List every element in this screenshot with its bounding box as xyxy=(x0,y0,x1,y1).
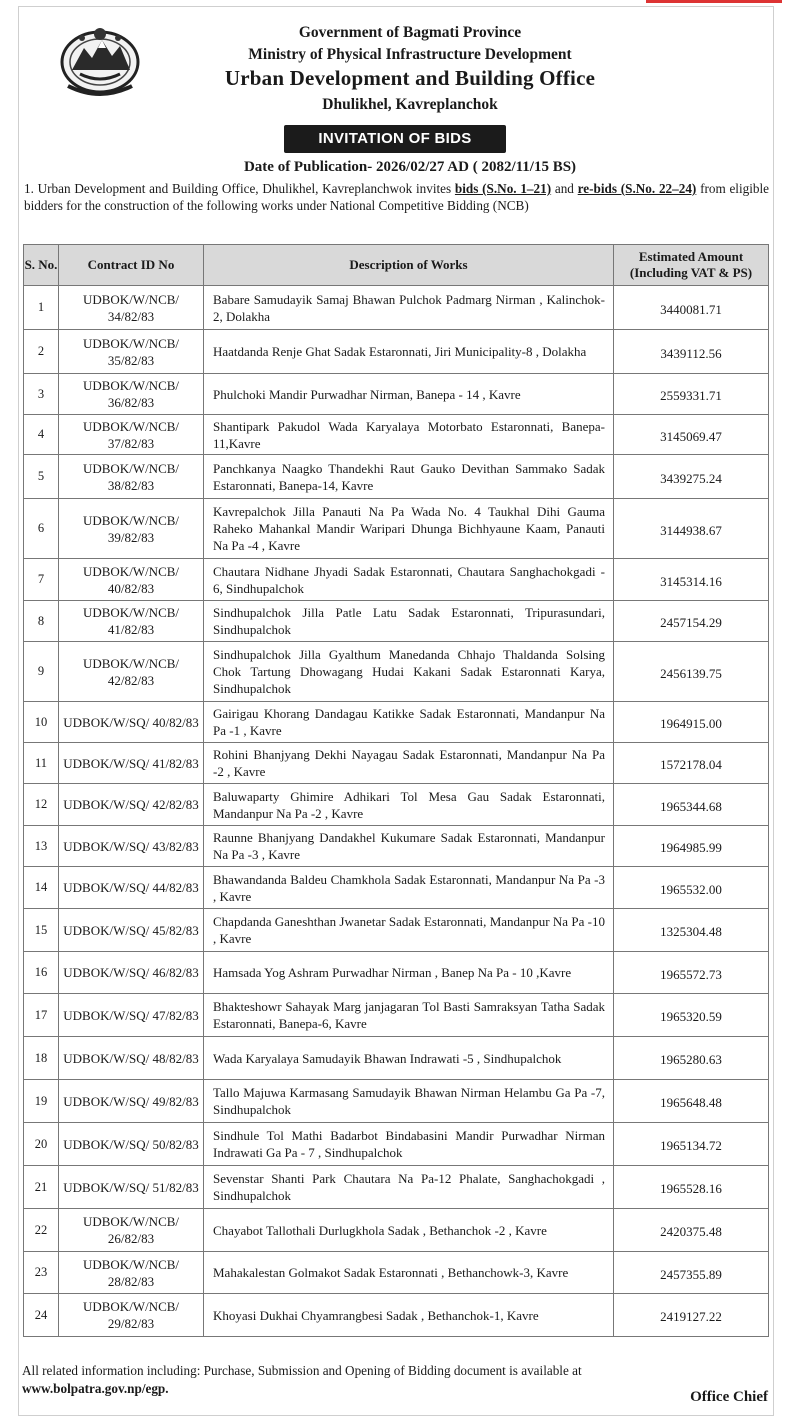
table-row xyxy=(24,743,769,784)
table-row xyxy=(24,909,769,952)
row-sno: 7 xyxy=(24,559,59,601)
row-description: Raunne Bhanjyang Dandakhel Kukumare Sadak Estaronnati, Mandanpur Na Pa -3 , Kavre xyxy=(204,826,614,867)
bids-reference: bids (S.No. 1–21) xyxy=(454,181,552,196)
row-sno: 12 xyxy=(24,784,59,826)
row-amount: 2419127.22 xyxy=(614,1294,769,1337)
row-sno: 20 xyxy=(24,1123,59,1166)
row-sno: 2 xyxy=(24,330,59,374)
egp-link[interactable]: www.bolpatra.gov.np/egp. xyxy=(22,1381,169,1396)
row-sno: 23 xyxy=(24,1252,59,1294)
table-row xyxy=(24,499,769,559)
row-description: Sindhupalchok Jilla Gyalthum Manedanda Chhajo Thaldanda Solsing Chok Tartung Dhowagang Hudai Kakani Sadak Estaronnati Karya, Sindhupalchok xyxy=(204,642,614,702)
row-sno: 5 xyxy=(24,455,59,499)
row-contract-id: UDBOK/W/NCB/ 38/82/83 xyxy=(59,455,204,499)
table-row xyxy=(24,642,769,702)
row-sno: 9 xyxy=(24,642,59,702)
table-row xyxy=(24,559,769,601)
table-row xyxy=(24,415,769,455)
row-contract-id: UDBOK/W/SQ/ 42/82/83 xyxy=(59,784,204,826)
row-contract-id: UDBOK/W/SQ/ 41/82/83 xyxy=(59,743,204,784)
row-description: Babare Samudayik Samaj Bhawan Pulchok Padmarg Nirman , Kalinchok-2, Dolakha xyxy=(204,286,614,330)
table-row xyxy=(24,455,769,499)
row-amount: 2559331.71 xyxy=(614,374,769,415)
row-amount: 3439112.56 xyxy=(614,330,769,374)
row-sno: 16 xyxy=(24,952,59,994)
row-amount: 1965528.16 xyxy=(614,1166,769,1209)
row-contract-id: UDBOK/W/SQ/ 49/82/83 xyxy=(59,1080,204,1123)
row-contract-id: UDBOK/W/NCB/ 26/82/83 xyxy=(59,1209,204,1252)
table-row xyxy=(24,867,769,909)
row-sno: 6 xyxy=(24,499,59,559)
header-contract-id: Contract ID No xyxy=(59,245,204,286)
row-contract-id: UDBOK/W/NCB/ 37/82/83 xyxy=(59,415,204,455)
table-row xyxy=(24,826,769,867)
signature: Office Chief xyxy=(690,1389,768,1405)
row-description: Rohini Bhanjyang Dekhi Nayagau Sadak Estaronnati, Mandanpur Na Pa -2 , Kavre xyxy=(204,743,614,784)
row-sno: 11 xyxy=(24,743,59,784)
row-sno: 4 xyxy=(24,415,59,455)
row-description: Sindhule Tol Mathi Badarbot Bindabasini Mandir Purwadhar Nirman Indrawati Ga Pa - 7 , Sindhupalchok xyxy=(204,1123,614,1166)
row-description: Kavrepalchok Jilla Panauti Na Pa Wada No. 4 Taukhal Dihi Gauma Raheko Mahankal Mandir Waripari Dhunga Bichhyaune Kaam, Panauti Na Pa -4 , Kavre xyxy=(204,499,614,559)
row-amount: 2457355.89 xyxy=(614,1252,769,1294)
row-amount: 1965572.73 xyxy=(614,952,769,994)
row-description: Baluwaparty Ghimire Adhikari Tol Mesa Gau Sadak Estaronnati, Mandanpur Na Pa -2 , Kavre xyxy=(204,784,614,826)
row-description: Gairigau Khorang Dandagau Katikke Sadak Estaronnati, Mandanpur Na Pa -1 , Kavre xyxy=(204,702,614,743)
table-row xyxy=(24,1123,769,1166)
row-contract-id: UDBOK/W/NCB/ 35/82/83 xyxy=(59,330,204,374)
row-contract-id: UDBOK/W/NCB/ 29/82/83 xyxy=(59,1294,204,1337)
rebids-reference: re-bids (S.No. 22–24) xyxy=(577,181,697,196)
intro-text-2: and xyxy=(551,181,578,196)
row-amount: 1965344.68 xyxy=(614,784,769,826)
table-row xyxy=(24,1252,769,1294)
table-row xyxy=(24,1209,769,1252)
table-row xyxy=(24,374,769,415)
table-row xyxy=(24,952,769,994)
row-contract-id: UDBOK/W/SQ/ 48/82/83 xyxy=(59,1037,204,1080)
row-description: Chapdanda Ganeshthan Jwanetar Sadak Estaronnati, Mandanpur Na Pa -10 , Kavre xyxy=(204,909,614,952)
table-row xyxy=(24,702,769,743)
row-amount: 3440081.71 xyxy=(614,286,769,330)
row-description: Bhawandanda Baldeu Chamkhola Sadak Estaronnati, Mandanpur Na Pa -3 , Kavre xyxy=(204,867,614,909)
row-contract-id: UDBOK/W/SQ/ 43/82/83 xyxy=(59,826,204,867)
row-description: Shantipark Pakudol Wada Karyalaya Motorbato Estaronnati, Banepa-11,Kavre xyxy=(204,415,614,455)
row-amount: 3439275.24 xyxy=(614,455,769,499)
nepal-emblem-icon xyxy=(58,22,142,98)
row-amount: 1325304.48 xyxy=(614,909,769,952)
row-contract-id: UDBOK/W/SQ/ 47/82/83 xyxy=(59,994,204,1037)
row-amount: 3145069.47 xyxy=(614,415,769,455)
row-sno: 17 xyxy=(24,994,59,1037)
row-amount: 2456139.75 xyxy=(614,642,769,702)
row-sno: 1 xyxy=(24,286,59,330)
table-row xyxy=(24,1037,769,1080)
corner-mark xyxy=(646,0,782,3)
row-contract-id: UDBOK/W/SQ/ 44/82/83 xyxy=(59,867,204,909)
row-amount: 1964915.00 xyxy=(614,702,769,743)
row-sno: 8 xyxy=(24,601,59,642)
ministry-line: Ministry of Physical Infrastructure Development xyxy=(248,46,572,63)
row-amount: 2420375.48 xyxy=(614,1209,769,1252)
table-row xyxy=(24,286,769,330)
footer-note xyxy=(22,1362,770,1398)
row-contract-id: UDBOK/W/SQ/ 46/82/83 xyxy=(59,952,204,994)
row-description: Sevenstar Shanti Park Chautara Na Pa-12 Phalate, Sanghachokgadi , Sindhupalchok xyxy=(204,1166,614,1209)
row-amount: 2457154.29 xyxy=(614,601,769,642)
footer-text: All related information including: Purchase, Submission and Opening of Bidding document is available at xyxy=(22,1363,582,1378)
row-sno: 24 xyxy=(24,1294,59,1337)
row-description: Mahakalestan Golmakot Sadak Estaronnati , Bethanchowk-3, Kavre xyxy=(204,1252,614,1294)
row-amount: 1965648.48 xyxy=(614,1080,769,1123)
row-sno: 3 xyxy=(24,374,59,415)
row-description: Khoyasi Dukhai Chyamrangbesi Sadak , Bethanchok-1, Kavre xyxy=(204,1294,614,1337)
table-row xyxy=(24,330,769,374)
row-contract-id: UDBOK/W/NCB/ 42/82/83 xyxy=(59,642,204,702)
header-description: Description of Works xyxy=(204,245,614,286)
table-row xyxy=(24,994,769,1037)
government-line: Government of Bagmati Province xyxy=(298,24,522,41)
row-contract-id: UDBOK/W/SQ/ 51/82/83 xyxy=(59,1166,204,1209)
row-amount: 3144938.67 xyxy=(614,499,769,559)
row-sno: 13 xyxy=(24,826,59,867)
office-title: Urban Development and Building Office xyxy=(224,66,596,90)
row-sno: 15 xyxy=(24,909,59,952)
intro-text-3: from eligible bidders for the construction of the following works under National Competitive Bidding (NCB) xyxy=(24,181,770,213)
office-location: Dhulikhel, Kavreplanchok xyxy=(322,96,498,113)
row-amount: 1965532.00 xyxy=(614,867,769,909)
row-amount: 1964985.99 xyxy=(614,826,769,867)
table-row xyxy=(24,601,769,642)
row-sno: 19 xyxy=(24,1080,59,1123)
row-amount: 1572178.04 xyxy=(614,743,769,784)
table-header-row xyxy=(24,245,769,286)
row-amount: 3145314.16 xyxy=(614,559,769,601)
table-row xyxy=(24,1166,769,1209)
row-contract-id: UDBOK/W/SQ/ 40/82/83 xyxy=(59,702,204,743)
row-description: Chayabot Tallothali Durlugkhola Sadak , Bethanchok -2 , Kavre xyxy=(204,1209,614,1252)
bids-table xyxy=(23,244,769,1337)
row-amount: 1965320.59 xyxy=(614,994,769,1037)
table-row xyxy=(24,1080,769,1123)
header-sno: S. No. xyxy=(24,245,59,286)
row-contract-id: UDBOK/W/NCB/ 36/82/83 xyxy=(59,374,204,415)
row-amount: 1965280.63 xyxy=(614,1037,769,1080)
row-contract-id: UDBOK/W/SQ/ 45/82/83 xyxy=(59,909,204,952)
table-row xyxy=(24,1294,769,1337)
notice-banner: INVITATION OF BIDS xyxy=(284,125,506,153)
row-description: Tallo Majuwa Karmasang Samudayik Bhawan Nirman Helambu Ga Pa -7, Sindhupalchok xyxy=(204,1080,614,1123)
row-description: Hamsada Yog Ashram Purwadhar Nirman , Banep Na Pa - 10 ,Kavre xyxy=(204,952,614,994)
row-amount: 1965134.72 xyxy=(614,1123,769,1166)
row-contract-id: UDBOK/W/NCB/ 39/82/83 xyxy=(59,499,204,559)
row-contract-id: UDBOK/W/NCB/ 41/82/83 xyxy=(59,601,204,642)
row-description: Bhakteshowr Sahayak Marg janjagaran Tol Basti Samraksyan Tatha Sadak Estaronnati, Banepa-6, Kavre xyxy=(204,994,614,1037)
row-description: Wada Karyalaya Samudayik Bhawan Indrawati -5 , Sindhupalchok xyxy=(204,1037,614,1080)
row-description: Chautara Nidhane Jhyadi Sadak Estaronnati, Chautara Sanghachokgadi - 6, Sindhupalchok xyxy=(204,559,614,601)
row-contract-id: UDBOK/W/NCB/ 28/82/83 xyxy=(59,1252,204,1294)
row-contract-id: UDBOK/W/NCB/ 34/82/83 xyxy=(59,286,204,330)
header-amount: Estimated Amount (Including VAT & PS) xyxy=(614,245,769,286)
row-description: Phulchoki Mandir Purwadhar Nirman, Banepa - 14 , Kavre xyxy=(204,374,614,415)
row-contract-id: UDBOK/W/SQ/ 50/82/83 xyxy=(59,1123,204,1166)
row-sno: 18 xyxy=(24,1037,59,1080)
row-contract-id: UDBOK/W/NCB/ 40/82/83 xyxy=(59,559,204,601)
row-sno: 10 xyxy=(24,702,59,743)
row-sno: 14 xyxy=(24,867,59,909)
row-description: Panchkanya Naagko Thandekhi Raut Gauko Devithan Sammako Sadak Estaronnati, Banepa-14, Kavre xyxy=(204,455,614,499)
row-sno: 22 xyxy=(24,1209,59,1252)
intro-paragraph xyxy=(24,180,769,214)
table-row xyxy=(24,784,769,826)
publication-date: Date of Publication- 2026/02/27 AD ( 2082/11/15 BS) xyxy=(243,159,577,175)
row-sno: 21 xyxy=(24,1166,59,1209)
row-description: Haatdanda Renje Ghat Sadak Estaronnati, Jiri Municipality-8 , Dolakha xyxy=(204,330,614,374)
row-description: Sindhupalchok Jilla Patle Latu Sadak Estaronnati, Tripurasundari, Sindhupalchok xyxy=(204,601,614,642)
intro-text-1: 1. Urban Development and Building Office, Dhulikhel, Kavreplanchwok invites xyxy=(24,181,455,196)
